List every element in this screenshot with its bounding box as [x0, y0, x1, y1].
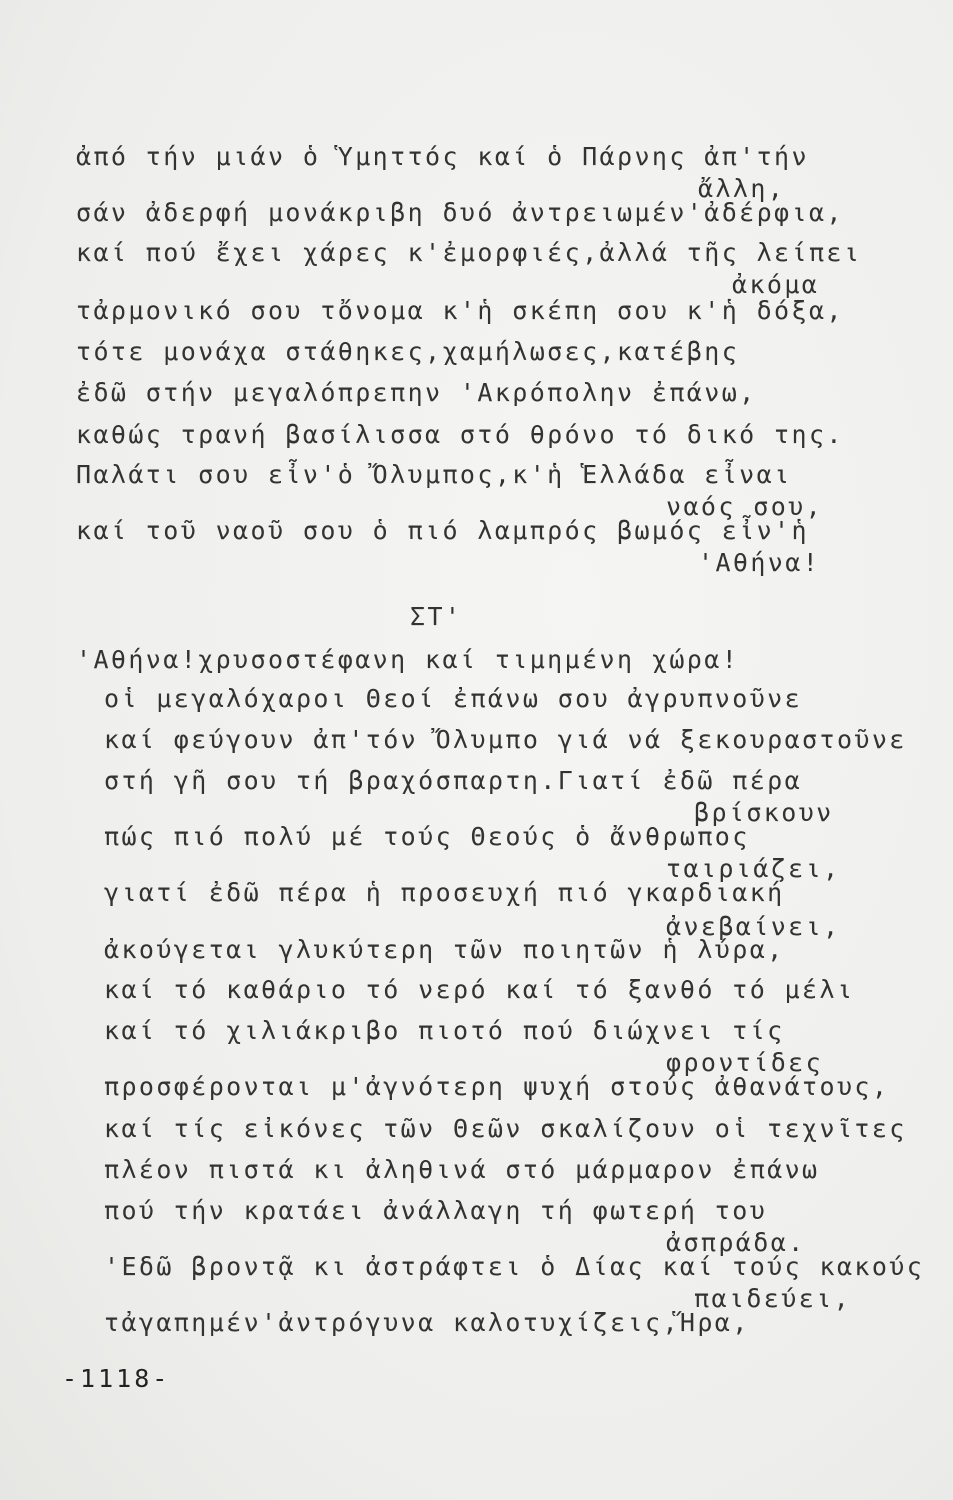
- verse-line: πλέον πιστά κι ἀληθινά στό μάρμαρον ἐπάνω: [104, 1155, 820, 1184]
- verse-line: 'Αθήνα!χρυσοστέφανη καί τιμημένη χώρα!: [76, 645, 740, 674]
- verse-line-runover: ἀσπράδα.: [666, 1228, 806, 1257]
- verse-line: ἀκούγεται γλυκύτερη τῶν ποιητῶν ἡ λύρα,: [104, 935, 785, 964]
- verse-line-runover: ταιριάζει,: [666, 854, 841, 883]
- verse-line: καί πού ἔχει χάρες κ'ἐμορφιές,ἀλλά τῆς λείπει: [76, 238, 862, 267]
- verse-line: καί τίς εἰκόνες τῶν Θεῶν σκαλίζουν οἱ τεχνῖτες: [104, 1114, 907, 1143]
- verse-line: πού τήν κρατάει ἀνάλλαγη τή φωτερή του: [104, 1196, 768, 1225]
- verse-line: καί τό καθάριο τό νερό καί τό ξανθό τό μέλι: [104, 975, 855, 1004]
- verse-line: σάν ἀδερφή μονάκριβη δυό ἀντρειωμέν'ἀδέρφια,: [76, 198, 844, 227]
- verse-line: τότε μονάχα στάθηκες,χαμήλωσες,κατέβης: [76, 337, 740, 366]
- verse-line-runover: φροντίδες: [666, 1048, 824, 1077]
- verse-line: Παλάτι σου εἶν'ὁ Ὄλυμπος,κ'ἡ Ἑλλάδα εἶναι: [76, 460, 792, 489]
- verse-line: γιατί ἐδῶ πέρα ἡ προσευχή πιό γκαρδιακή: [104, 878, 785, 907]
- verse-line-runover: ναός σου,: [666, 492, 824, 521]
- verse-line: οἱ μεγαλόχαροι Θεοί ἐπάνω σου ἀγρυπνοῦνε: [104, 684, 803, 713]
- verse-line: ἐδῶ στήν μεγαλόπρεπην 'Ακρόπολην ἐπάνω,: [76, 378, 757, 407]
- verse-line-runover: ἀνεβαίνει,: [666, 912, 841, 941]
- verse-line: στή γῆ σου τή βραχόσπαρτη.Γιατί ἐδῶ πέρα: [104, 766, 803, 795]
- verse-line: πώς πιό πολύ μέ τούς Θεούς ὁ ἄνθρωπος: [104, 822, 750, 851]
- verse-line: καί τό χιλιάκριβο πιοτό πού διώχνει τίς: [104, 1016, 785, 1045]
- verse-line-runover: ἄλλη,: [698, 174, 786, 203]
- verse-line: προσφέρονται μ'ἀγνότερη ψυχή στούς ἀθανάτους,: [104, 1072, 890, 1101]
- verse-line: καί τοῦ ναοῦ σου ὁ πιό λαμπρός βωμός εἶν'ἡ: [76, 516, 809, 545]
- verse-line-runover: παιδεύει,: [694, 1284, 852, 1313]
- section-mark: ΣΤ': [410, 602, 463, 631]
- verse-line: καί φεύγουν ἀπ'τόν Ὄλυμπο γιά νά ξεκουραστοῦνε: [104, 725, 907, 754]
- verse-line: τἀγαπημέν'ἀντρόγυνα καλοτυχίζεις,Ἥρα,: [104, 1308, 750, 1337]
- page-number: -1118-: [62, 1364, 171, 1393]
- verse-line: ἀπό τήν μιάν ὁ Ὑμηττός καί ὁ Πάρνης ἀπ'τήν: [76, 142, 809, 171]
- verse-line-runover: ἀκόμα: [732, 270, 820, 299]
- verse-line: 'Εδῶ βροντᾷ κι ἀστράφτει ὁ Δίας καί τούς κακούς: [104, 1252, 925, 1281]
- verse-line-runover: βρίσκουν: [694, 798, 834, 827]
- verse-line: τἀρμονικό σου τὄνομα κ'ἡ σκέπη σου κ'ἡ δόξα,: [76, 296, 844, 325]
- verse-line-runover: 'Αθήνα!: [698, 548, 821, 577]
- verse-line: καθώς τρανή βασίλισσα στό θρόνο τό δικό της.: [76, 420, 844, 449]
